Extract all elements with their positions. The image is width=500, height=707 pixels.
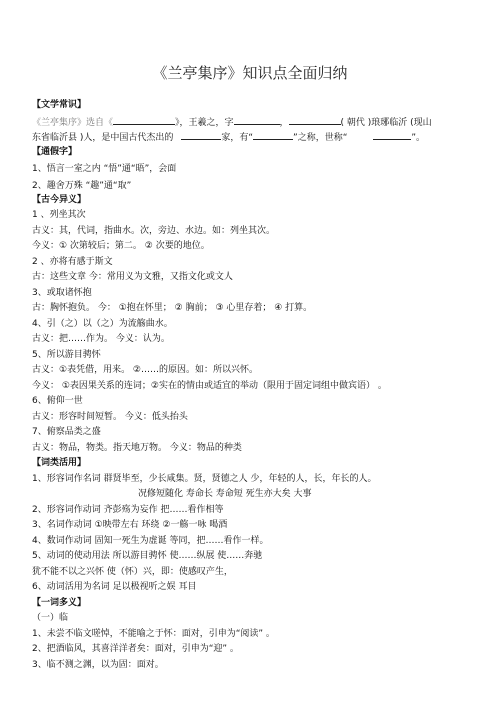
gujin-ancient: 古：这些文章 今：常用义为文雅，又指文化或文人 (32, 272, 233, 282)
yiciduoyi-item: 1、未尝不临文嗟悼，不能喻之于怀：面对，引申为“阅读” 。 (32, 629, 275, 639)
tongjia-item: 1、悟言一室之内 “悟”通“晤”，会面 (32, 164, 177, 174)
literature-text: ”。 (411, 133, 426, 143)
gujin-heading: 2 、亦将有感于斯文 (32, 257, 113, 267)
literature-line-1 (32, 115, 477, 129)
gujin-heading: 4、引（之）以（之）为流觞曲水。 (32, 319, 173, 329)
cilei-row: 6、动词活用为名词 足以极视听之娱 耳目 (32, 582, 197, 592)
literature-text: ”之称，世称“ (293, 133, 348, 143)
gujin-heading: 7、俯察品类之盛 (32, 427, 101, 437)
gujin-modern: 今义： ①表因果关系的连词；②实在的情由或适宜的举动（限用于固定词组中做宾语） 。 (32, 381, 387, 391)
literature-line-2 (32, 130, 477, 144)
yiciduoyi-item: 3、临不测之渊，以为固：面对。 (32, 660, 164, 670)
cilei-row: 5、动词的使动用法 所以游目骋怀 使……纵展 使……奔驰 (32, 551, 263, 561)
cilei-row: 4、数词作动词 固知一死生为虚诞 等同，把……看作一样。 (32, 536, 269, 546)
section-heading-yiciduoyi: 【一词多义】 (32, 598, 87, 608)
gujin-heading: 6、俯仰一世 (32, 396, 83, 406)
gujin-ancient: 古：胸怀抱负。 今： ①抱在怀里； ② 胸前； ③ 心里存着； ④ 打算。 (32, 303, 313, 313)
section-heading-cilei: 【词类活用】 (32, 458, 87, 468)
gujin-ancient: 古义：①表凭借，用来。 ②……的原因。如：所以兴怀。 (32, 365, 258, 375)
yiciduoyi-subheading: （一）临 (32, 613, 69, 623)
section-heading-gujin: 【古今异义】 (32, 195, 87, 205)
section-heading-literature: 【文学常识】 (32, 100, 87, 110)
gujin-ancient: 古义：其，代词，指曲水。次，旁边、水边。如：列坐其次。 (32, 226, 276, 236)
gujin-modern: 今义：① 次第较后；第二。 ② 次要的地位。 (32, 241, 210, 251)
cilei-row: 3、名词作动词 ①映带左右 环绕 ②一觞一咏 喝酒 (32, 520, 228, 530)
literature-text: 《兰亭集序》选自《 (32, 118, 114, 128)
blank-dynasty (289, 115, 341, 125)
yiciduoyi-item: 2、把酒临风，其喜洋洋者矣：面对，引申为“迎” 。 (32, 644, 239, 654)
blank-source-book (113, 115, 175, 125)
cilei-row: 1、形容词作名词 群贤毕至，少长咸集。贤，贤德之人 少，年轻的人，长，年长的人。 (32, 474, 377, 484)
gujin-ancient: 古义：把……作为。 今义：认为。 (32, 334, 170, 344)
cilei-row-continued: 况修短随化 寿命长 寿命短 死生亦大矣 大事 (138, 489, 312, 499)
cilei-row-continued: 犹不能不以之兴怀 使（怀）兴，即：使感叹产生， (32, 567, 233, 577)
gujin-heading: 5、所以游目骋怀 (32, 350, 101, 360)
gujin-heading: 3、或取诸怀抱 (32, 288, 92, 298)
literature-text: 东省临沂县 )人，是中国古代杰出的 (32, 133, 174, 143)
page-title: 《兰亭集序》知识点全面归纳 (152, 64, 348, 82)
cilei-row: 2、形容词作动词 齐彭殇为妄作 把……看作相等 (32, 505, 224, 515)
literature-text: 》，王羲之，字 (175, 118, 234, 128)
blank-courtesy-name (234, 115, 280, 125)
literature-text: 家，有“ (221, 133, 254, 143)
gujin-ancient: 古义：形容时间短暂。 今义：低头抬头 (32, 412, 188, 422)
blank-honorific (253, 130, 293, 140)
tongjia-item: 2、趣舍万殊 “趣”通“取” (32, 181, 132, 191)
gujin-heading: 1 、列坐其次 (32, 210, 86, 220)
literature-text: ， (279, 118, 289, 128)
section-heading-tongjia: 【通假字】 (32, 147, 78, 157)
gujin-ancient: 古义：物品，物类。指天地万物。 今义：物品的种类 (32, 443, 242, 453)
blank-title (373, 130, 411, 140)
literature-text: ( 朝代 )琅琊临沂 (现山 (340, 118, 432, 128)
blank-profession (181, 130, 221, 140)
